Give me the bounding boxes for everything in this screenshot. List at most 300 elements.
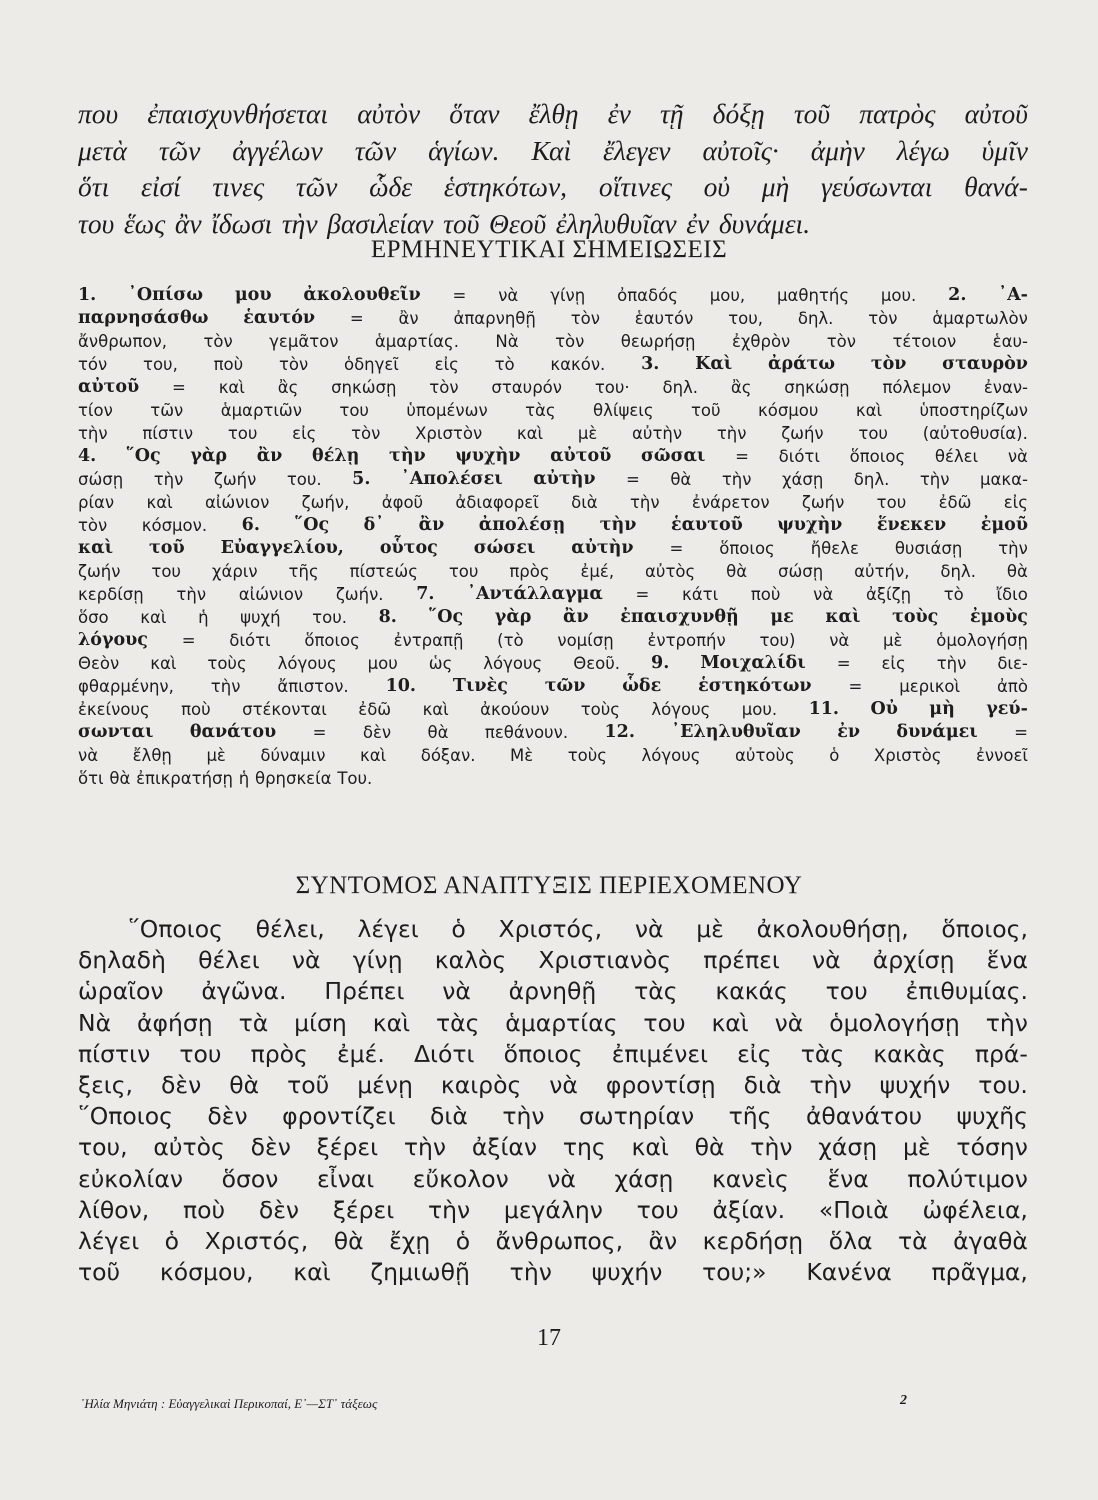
word: Θεοῦ [489, 207, 547, 239]
word: = [836, 654, 851, 673]
word: τὴν [176, 585, 207, 604]
word: του [78, 207, 115, 239]
word: ὅποιος [849, 447, 906, 466]
word: ἐχθρὸν [731, 332, 791, 351]
word: νὰ [829, 631, 850, 650]
word: θέλει [198, 946, 260, 975]
word: λέγω [896, 134, 950, 166]
word: ποὺ [213, 355, 244, 374]
bold-term: καὶ [825, 607, 861, 627]
word: στέκονται [242, 700, 327, 719]
word: εἰς [1003, 493, 1028, 512]
word: ἂν [174, 207, 202, 239]
word: ἄνθρωπος, [495, 1227, 624, 1256]
bold-term: ψυχὴν [777, 515, 843, 535]
bold-term: δυνάμει [896, 722, 978, 742]
word: θὰ [333, 1227, 364, 1256]
word: ἐννοεῖ [976, 746, 1028, 765]
word: εἶναι [316, 1164, 375, 1193]
word: σηκώσῃ [331, 378, 397, 397]
word: κακόν. [550, 355, 606, 374]
bold-term: με [770, 607, 794, 627]
word: γίνῃ [550, 286, 586, 305]
word: του [636, 1195, 679, 1224]
word: τὸν [429, 378, 459, 397]
word: του. [978, 1071, 1028, 1100]
word: δυνάμει. [718, 207, 811, 239]
word: τὰς [435, 1008, 480, 1037]
word: ξεις, [78, 1071, 134, 1100]
word: χάσῃ [818, 1133, 878, 1162]
bold-term: Μοιχαλίδι [700, 653, 806, 673]
text-line [78, 96, 1028, 133]
word: δόξῃ [712, 98, 765, 129]
word: θὰ [670, 470, 692, 489]
word: ὀπαδός [617, 286, 678, 305]
word: ἀμὴν [810, 134, 865, 166]
summary-line [78, 1226, 1028, 1257]
word: ῞Οποιος [78, 1102, 173, 1131]
word: του· [594, 378, 630, 397]
note-line [78, 583, 1028, 606]
word: τόσην [956, 1133, 1028, 1162]
word: ὅποιος [719, 539, 775, 558]
bold-term: αὐτὴν [533, 469, 596, 489]
word: μὲ [206, 746, 226, 765]
word: ζωήν [213, 470, 257, 489]
word: ψυχῆς [956, 1102, 1028, 1131]
word: αἰώνιον [204, 493, 270, 512]
word: ὅλα [828, 1227, 873, 1256]
word: ὁ [829, 746, 840, 765]
bold-term: ῞Ος [428, 607, 464, 627]
bold-term: μὴ [929, 699, 955, 719]
bold-term: ψυχὴν [455, 446, 521, 466]
word: ῞Οποιος [128, 915, 223, 943]
bold-term: 1. [78, 285, 97, 305]
word: του [179, 1039, 222, 1068]
word: «Ποιὰ [818, 1195, 889, 1224]
word: ἡ [198, 608, 209, 627]
word: = [848, 677, 863, 696]
word: ὑπομένων [406, 401, 488, 420]
bold-term: γεύ- [986, 699, 1028, 719]
bold-term: ῞Ος [294, 515, 330, 535]
word: Χριστός, [204, 1227, 309, 1256]
word: καὶ [218, 378, 245, 397]
word: ὅτι [78, 171, 110, 202]
bold-term: ἐμοὺς [969, 607, 1028, 627]
word: τὴν [403, 1133, 447, 1162]
bold-term: ῞Ος [125, 446, 161, 466]
word: πατρὸς [859, 98, 936, 129]
word: χάριν [211, 562, 258, 581]
word: θανά- [964, 171, 1028, 202]
bold-term: 10. [385, 676, 417, 696]
bold-term: δ᾿ [363, 515, 385, 535]
word: του [858, 424, 888, 443]
word: ὡραῖον [78, 977, 164, 1006]
note-line [78, 376, 1028, 399]
word: ψυχήν [879, 1071, 951, 1100]
word: λόγους [651, 700, 711, 719]
bold-term: τοὺς [892, 607, 939, 627]
word: του [151, 562, 181, 581]
word: του. [286, 470, 322, 489]
word: τὸν [203, 332, 233, 351]
bold-term: σῶσαι [641, 446, 706, 466]
word: τὸν [278, 355, 309, 374]
word: Κανένα [806, 1258, 892, 1287]
text-line [78, 133, 1028, 170]
word: ἐντραπῇ [393, 631, 464, 650]
note-line [78, 399, 1028, 422]
word: αὐτὸς [153, 1133, 225, 1162]
word: δηλ. [662, 378, 699, 397]
word: ἑαυ- [992, 332, 1028, 351]
word: μὲ [902, 1133, 931, 1162]
word: ξέρει [332, 1195, 395, 1224]
word: κακὰς [873, 1039, 946, 1068]
word: ὁμολογήσῃ [936, 631, 1028, 650]
word: ἔλεγεν [603, 134, 671, 166]
bold-term: αὐτοῦ [78, 377, 140, 397]
word: καὶ [360, 746, 387, 765]
word: ὁ [164, 1227, 180, 1256]
word: κερδήσῃ [702, 1227, 804, 1256]
word: ἐμέ. [336, 1039, 385, 1068]
word: δὲν [161, 1071, 202, 1100]
word: του [339, 401, 369, 420]
word: τῶν [354, 134, 397, 166]
word: Νὰ [78, 1008, 112, 1037]
word: τὸν [351, 424, 381, 443]
note-line [78, 491, 1028, 514]
word: καὶ [631, 1133, 669, 1162]
word: ἐπιμένει [611, 1039, 708, 1068]
word: Του. [337, 769, 373, 788]
word: Θεοῦ. [573, 654, 621, 673]
word: φθαρμένην, [78, 677, 174, 696]
word: δὲν [207, 1102, 248, 1131]
bold-term: ᾿Α- [998, 285, 1028, 305]
word: τὰ [238, 1008, 269, 1037]
bold-term: 6. [241, 515, 260, 535]
word: ἀκούουν [480, 700, 550, 719]
word: ἀγῶνα. [201, 977, 287, 1006]
bold-term: 9. [651, 653, 670, 673]
bold-term: ἀράτω [768, 354, 836, 374]
bold-term: παρνησάσθω [78, 308, 209, 328]
word: αὐτὴν [632, 424, 683, 443]
word: καὶ [150, 654, 177, 673]
word: ἑστηκότων, [443, 171, 568, 202]
word: τῶν [158, 134, 201, 166]
word: Πρέπει [324, 977, 405, 1006]
word: καὶ [855, 401, 883, 420]
word: νὰ [634, 915, 664, 943]
word: καὶ [372, 1008, 411, 1037]
word: ἐληλυθυῖαν [555, 207, 677, 239]
word: = [1014, 723, 1028, 742]
word: = [735, 447, 749, 466]
bold-term: 8. [378, 607, 397, 627]
word: θρησκεία [254, 769, 332, 788]
word: θὰ [1006, 562, 1028, 581]
note-line [78, 675, 1028, 698]
word: του [825, 977, 868, 1006]
word: δὲν [258, 1195, 300, 1224]
word: πολύτιμον [907, 1164, 1028, 1193]
word: τῶν [295, 171, 338, 202]
word: λόγους [483, 654, 543, 673]
bold-term: ἐπαισχυνθῇ [620, 607, 739, 627]
word: = [172, 378, 186, 397]
word: Θεὸν [78, 654, 120, 673]
word: ἁμαρτωλὸν [932, 309, 1028, 328]
word: αὐτὸς [645, 562, 696, 581]
bold-term: τοῦ [149, 538, 185, 558]
word: τὴν [502, 1102, 545, 1131]
word: τὴν [630, 493, 660, 512]
word: νὰ [813, 585, 834, 604]
word: μὴ [761, 171, 790, 202]
bold-term: ᾿Εληλυθυῖαν [671, 722, 801, 742]
word: ὡς [428, 654, 453, 673]
word: ἄπιστον. [277, 677, 349, 696]
word: κόσμου [758, 401, 819, 420]
word: τὴν [78, 424, 108, 443]
word: τὸν [78, 516, 108, 535]
bold-term: ἑστηκότων [698, 676, 812, 696]
summary-line [78, 1195, 1028, 1226]
word: εἰς [737, 1039, 772, 1068]
word: οἵτινες [598, 171, 672, 202]
word: πρὸς [250, 1039, 308, 1068]
word: ἀξίαν [471, 1133, 538, 1162]
word: θυσιάσῃ [894, 539, 963, 558]
bold-term: γὰρ [494, 607, 532, 627]
word: ἐν [607, 98, 631, 129]
word: ἐκείνους [78, 700, 150, 719]
word: μὲ [696, 915, 724, 943]
bold-term: Εὐαγγελίου, [220, 538, 344, 558]
bold-term: γὰρ [190, 446, 228, 466]
word: ὠφέλεια, [922, 1195, 1028, 1224]
word: μου [367, 654, 398, 673]
word: ὁμολογήσῃ [829, 1008, 960, 1037]
word: λίθον, [78, 1195, 150, 1224]
word: γίνῃ [352, 946, 403, 975]
word: δόξαν. [420, 746, 476, 765]
word: ποὺ [181, 700, 211, 719]
summary-line [78, 1164, 1028, 1195]
word: ἀφήσῃ [136, 1008, 213, 1037]
word: = [181, 631, 196, 650]
word: μένῃ [357, 1071, 413, 1100]
bold-term: ᾿Αντάλλαγμα [467, 584, 603, 604]
word: τόν [78, 355, 108, 374]
word: τὴν [427, 1195, 471, 1224]
word: ξέρει [316, 1133, 379, 1162]
word: Χριστὸς [873, 746, 942, 765]
word: ζωήν [78, 562, 121, 581]
word: μαθητής [777, 286, 850, 305]
word: τὴν [721, 470, 752, 489]
bold-term: αὐτοῦ [550, 446, 612, 466]
word: τῇ [659, 98, 684, 129]
word: τὴν [809, 1071, 852, 1100]
word: τὴν [998, 539, 1028, 558]
note-line [78, 698, 1028, 721]
word: αὐτοῦ [964, 98, 1028, 129]
word: ἤθελε [810, 539, 859, 558]
word: ἡ [238, 769, 250, 788]
word: πρᾶγμα, [931, 1258, 1028, 1287]
word: του, [728, 309, 764, 328]
word: τὴν [750, 1133, 793, 1162]
word: λόγους [641, 746, 701, 765]
word: τοῦ [78, 1258, 121, 1287]
word: ἐδῶ [358, 700, 392, 719]
word: λέγει [357, 915, 419, 943]
word: της [562, 1133, 606, 1162]
word: καὶ [293, 1258, 331, 1287]
word: ὅσο [78, 608, 109, 627]
word: ἀπὸ [997, 677, 1028, 696]
word: διὰ [571, 493, 598, 512]
word: τὰς [525, 401, 556, 420]
word: καὶ [516, 424, 544, 443]
summary-line [78, 1039, 1028, 1070]
summary-line [78, 914, 1028, 945]
gospel-text-block [78, 96, 1028, 242]
word: θὰ [229, 1071, 260, 1100]
word: ἂς [277, 378, 299, 397]
word: σώσῃ [78, 470, 124, 489]
note-line [78, 537, 1028, 560]
bold-term: ἀπολέσῃ [478, 515, 566, 535]
word: διὰ [743, 1071, 782, 1100]
bold-term: θανάτου [189, 722, 277, 742]
word: εἰς [434, 355, 459, 374]
text-line [78, 169, 1028, 206]
bold-term: σώσει [473, 538, 536, 558]
note-line [78, 629, 1028, 652]
note-line [78, 307, 1028, 330]
word: μερικοὶ [899, 677, 961, 696]
word: διότι [778, 447, 820, 466]
word: γεμᾶτον [269, 332, 339, 351]
word: του, [78, 1133, 128, 1162]
word: φροντίσῃ [605, 1071, 716, 1100]
bold-term: 2. [948, 285, 967, 305]
word: δηλ. [940, 562, 976, 581]
word: ἴδωσι [211, 207, 273, 239]
word: του) [759, 631, 796, 650]
word: θὰ [109, 769, 131, 788]
word: χάσῃ [614, 1164, 674, 1193]
summary-line [78, 1008, 1028, 1039]
word: δηλ. [853, 470, 890, 489]
word: τοῦ [793, 98, 831, 129]
word: = [312, 723, 327, 742]
word: νὰ [1007, 447, 1028, 466]
word: ὅποιος [304, 631, 360, 650]
word: τὴν [936, 654, 967, 673]
word: ἁμαρτίας. [374, 332, 459, 351]
word: θὰ [427, 723, 449, 742]
word: ἀπαρνηθῇ [453, 309, 536, 328]
bold-term: ἂν [418, 515, 445, 535]
word: μίση [294, 1008, 347, 1037]
word: πεθάνουν. [484, 723, 569, 742]
word: διότι [229, 631, 271, 650]
word: ὑποστηρίζων [919, 401, 1028, 420]
word: ἀθανάτου [805, 1102, 923, 1131]
word: λόγους [277, 654, 337, 673]
word: τὴν [919, 470, 950, 489]
word: ἄνθρωπον, [78, 332, 167, 351]
word: ζωήν. [335, 585, 384, 604]
word: τοῦ [691, 401, 721, 420]
word: ὧδε [369, 171, 413, 202]
word: του [448, 562, 479, 581]
word: μου. [880, 286, 917, 305]
word: ἀκολουθήσῃ, [756, 915, 909, 943]
bold-term: μου [234, 285, 272, 305]
word: τινες [212, 171, 265, 202]
word: καιρὸς [440, 1071, 522, 1100]
word: τὴν [281, 207, 318, 239]
word: ὑμῖν [981, 134, 1028, 166]
word: = [349, 309, 364, 328]
note-line [78, 353, 1028, 376]
note-line [78, 560, 1028, 583]
bold-term: ἐν [837, 722, 860, 742]
signature-mark: 2 [900, 1393, 907, 1408]
word: τοῦ [443, 207, 480, 239]
word: διε- [997, 654, 1028, 673]
word: ἐπιθυμίας. [905, 977, 1028, 1006]
word: νὰ [498, 286, 519, 305]
bold-term: ἂν [563, 607, 589, 627]
word: μου. [741, 700, 778, 719]
word: πόλεμον [882, 378, 951, 397]
word: ἐπαισχυνθήσεται [147, 98, 328, 129]
word: Νὰ [495, 332, 519, 351]
word: νὰ [547, 1164, 576, 1193]
word: σταυρόν [491, 378, 562, 397]
word: διὰ [430, 1102, 468, 1131]
word: ρίαν [78, 493, 115, 512]
word: νομίσῃ [557, 631, 614, 650]
bold-term: 7. [416, 584, 435, 604]
word: του [643, 1008, 686, 1037]
word: νὰ [549, 1071, 578, 1100]
word: μεγάλην [503, 1195, 603, 1224]
word: θέλει [934, 447, 979, 466]
bold-term: ᾿Οπίσω [128, 285, 203, 305]
word: τὴν [716, 424, 747, 443]
word: νὰ [442, 977, 471, 1006]
word: καὶ [140, 608, 167, 627]
bold-term: Τινὲς [452, 676, 508, 696]
bold-term: λόγους [78, 630, 148, 650]
word: αὐτοὺς [735, 746, 795, 765]
summary-block [78, 914, 1028, 1288]
word: αὐτοῖς· [702, 134, 779, 166]
